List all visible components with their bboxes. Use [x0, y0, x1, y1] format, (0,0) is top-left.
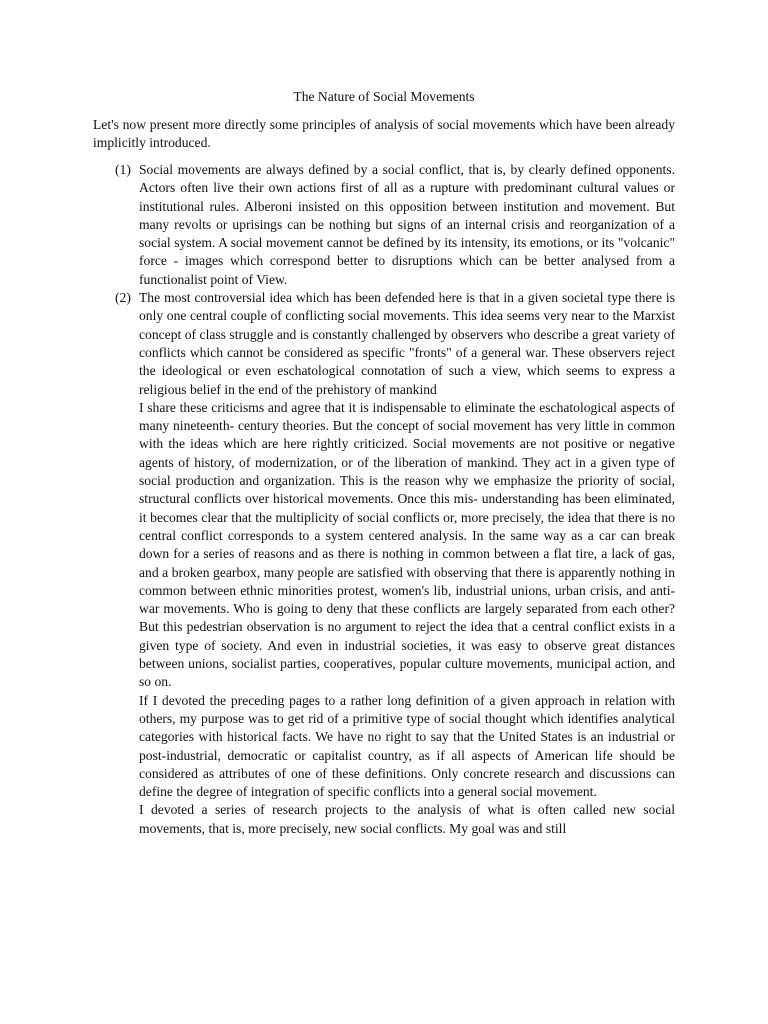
item-paragraph: I share these criticisms and agree that it is indispensable to eliminate the eschatological aspects of many nineteenth- century theories. But the concept of social movement has very little in common with the ideas which are here rightly criticized. Social movements are not positive or negative agents of history, of modernization, or of the liberation of mankind. They act in a given type of social production and organization. This is the reason why we emphasize the priority of social, structural conflicts over historical movements. Once this mis- understanding has been eliminated, it becomes clear that the multiplicity of social conflicts or, more precisely, the idea that there is no central conflict corresponds to a system centered analysis. In the same way as a car can break down for a series of reasons and as there is nothing in common between a flat tire, a lack of gas, and a broken gearbox, many people are satisfied with observing that there is apparently nothing in common between ethnic minorities protest, women's lib, industrial unions, urban crisis, and anti-war movements. Who is going to deny that these conflicts are largely separated from each other? But this pedestrian observation is no argument to reject the idea that a central conflict exists in a given type of society. And even in industrial societies, it was easy to observe great distances between unions, socialist parties, cooperatives, popular culture movements, municipal action, and so on.	[139, 399, 675, 690]
item-paragraph: Social movements are always defined by a social conflict, that is, by clearly defined opponents. Actors often live their own actions first of all as a rupture with predominant cultural values or institutional rules. Alberoni insisted on this opposition between institution and movement. But many revolts or uprisings can be nothing but signs of an internal crisis and reorganization of a social system. A social movement cannot be defined by its intensity, its emotions, or its "volcanic" force - images which correspond better to disruptions which can be better analysed from a functionalist point of View.	[139, 162, 675, 287]
list-item-number: (2)	[115, 290, 131, 306]
list-item-1	[0, 161, 768, 289]
list-item-2	[0, 289, 768, 838]
intro-paragraph: Let's now present more directly some principles of analysis of social movements which have been already implicitly introduced.	[93, 117, 675, 151]
item-paragraph: I devoted a series of research projects to the analysis of what is often called new social movements, that is, more precisely, new social conflicts. My goal was and still	[139, 802, 675, 836]
list-item-number: (1)	[115, 162, 131, 177]
list-item-body	[139, 161, 675, 289]
item-paragraph: If I devoted the preceding pages to a rather long definition of a given approach in relation with others, my purpose was to get rid of a primitive type of social thought which identifies analytical categories with historical facts. We have no right to say that the United States is an industrial or post-industrial, democratic or capitalist country, as if all aspects of American life should be considered as attributes of one of these definitions. Only concrete research and discussions can define the degree of integration of specific conflicts into a general social movement.	[139, 692, 675, 800]
numbered-list	[0, 161, 768, 838]
item-paragraph: The most controversial idea which has been defended here is that in a given societal type there is only one central couple of conflicting social movements. This idea seems very near to the Marxist concept of class struggle and is constantly challenged by observers who describe a great variety of conflicts which cannot be considered as specific "fronts" of a general war. These observers reject the ideological or even eschatological connotation of such a view, which seems to express a religious belief in the end of the prehistory of mankind	[139, 290, 675, 397]
document-title: The Nature of Social Movements	[293, 89, 475, 104]
list-item-body	[139, 289, 675, 838]
